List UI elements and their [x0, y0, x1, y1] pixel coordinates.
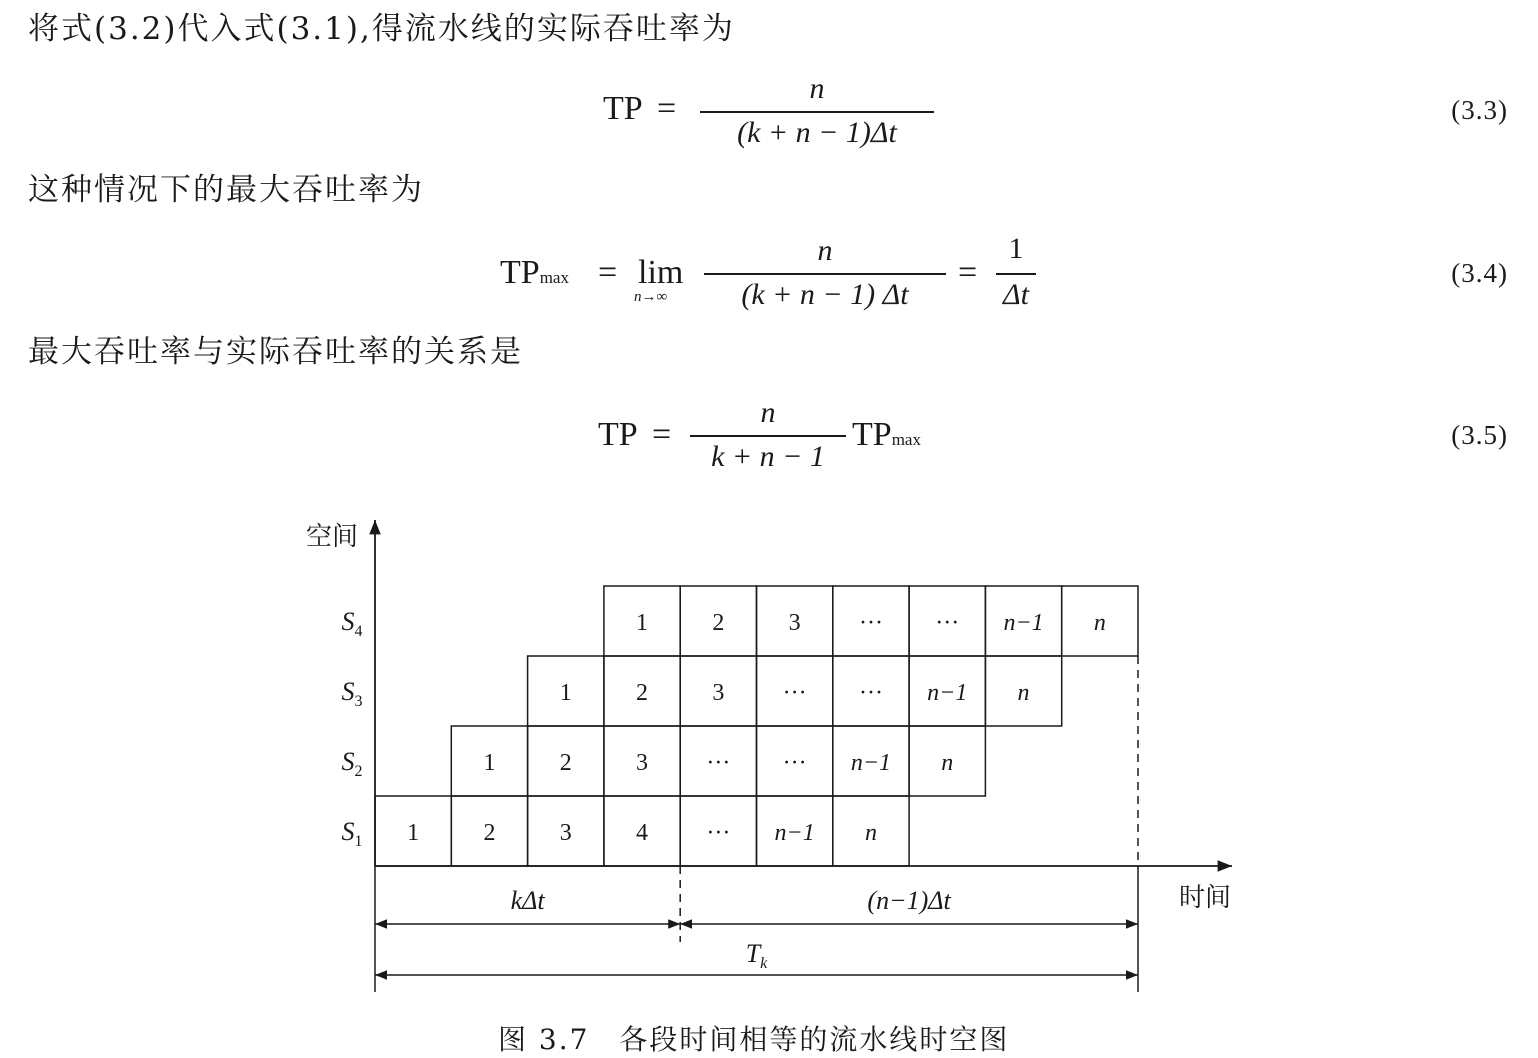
equation-number-3-5: (3.5)	[1451, 420, 1508, 450]
cell-label: n−1	[1003, 610, 1044, 636]
eq33-denominator: (k + n − 1)Δt	[737, 116, 897, 149]
eq34-equals: =	[598, 254, 618, 291]
eq34-numerator-2: 1	[1008, 232, 1024, 265]
cell-label: 1	[483, 750, 496, 776]
cell-label: n−1	[850, 750, 892, 776]
eq33-equals: =	[657, 90, 677, 127]
cell-label: ···	[706, 750, 731, 776]
cell-label: n	[864, 820, 877, 846]
y-axis-label: 空间	[305, 522, 359, 552]
figure-caption: 图 3.7 各段时间相等的流水线时空图	[498, 1023, 1010, 1056]
cell-label: ···	[706, 820, 731, 846]
cell-label: 2	[636, 680, 649, 706]
stage-label: $S_4$	[341, 607, 363, 640]
paragraph-line-1: 将式(3.2)代入式(3.1),得流水线的实际吞吐率为	[28, 11, 735, 47]
cell-label: n−1	[927, 680, 968, 706]
eq34-equals-2: =	[958, 254, 978, 291]
cell-label: ···	[782, 750, 807, 776]
stage-label: $S_3$	[341, 677, 363, 710]
paragraph-line-2: 这种情况下的最大吞吐率为	[28, 172, 424, 208]
equation-number-3-4: (3.4)	[1451, 258, 1508, 288]
eq35-lhs: TP	[598, 416, 638, 453]
cell-label: 3	[636, 750, 649, 776]
axes	[306, 520, 1232, 913]
cell-label: 4	[636, 820, 649, 846]
cell-label: 1	[559, 680, 572, 706]
eq35-equals: =	[652, 416, 672, 453]
eq34-lhs: TPmax	[500, 254, 569, 291]
eq35-rhs: TPmax	[852, 416, 921, 453]
cell-label: ···	[858, 610, 883, 636]
dim-label-total: $T_k$	[745, 939, 768, 972]
cell-label: 3	[712, 680, 725, 706]
eq33-lhs: TP	[603, 90, 643, 127]
cell-label: 1	[636, 610, 649, 636]
eq35-numerator: n	[760, 396, 776, 429]
cell-label: 3	[559, 820, 572, 846]
eq33-numerator: n	[809, 72, 825, 105]
cell-label: 2	[559, 750, 572, 776]
cell-grid	[342, 586, 1139, 866]
stage-label: $S_1$	[341, 817, 363, 850]
cell-label: n	[1093, 610, 1106, 636]
eq34-lim: lim	[638, 254, 684, 291]
cell-label: 2	[483, 820, 496, 846]
cell-label: n	[941, 750, 954, 776]
dim-label-k: kΔt	[510, 886, 545, 915]
cell-label: n−1	[774, 820, 815, 846]
cell-label: ···	[782, 680, 807, 706]
cell-label: ···	[858, 680, 883, 706]
paragraph-line-3: 最大吞吐率与实际吞吐率的关系是	[28, 334, 523, 370]
stage-label: $S_2$	[341, 747, 363, 780]
cell-label: ···	[935, 610, 960, 636]
eq34-denominator-2: Δt	[1003, 278, 1029, 311]
eq34-denominator: (k + n − 1) Δt	[741, 278, 909, 311]
equation-number-3-3: (3.3)	[1451, 95, 1508, 125]
cell-label: n	[1017, 680, 1030, 706]
cell-label: 1	[407, 820, 420, 846]
eq34-numerator: n	[817, 234, 833, 267]
cell-label: 2	[712, 610, 725, 636]
x-axis-label: 时间	[1178, 883, 1232, 913]
cell-label: 3	[788, 610, 801, 636]
eq35-denominator: k + n − 1	[711, 440, 825, 473]
eq34-lim-sub: n→∞	[634, 289, 668, 305]
dim-label-n: (n−1)Δt	[867, 886, 951, 915]
